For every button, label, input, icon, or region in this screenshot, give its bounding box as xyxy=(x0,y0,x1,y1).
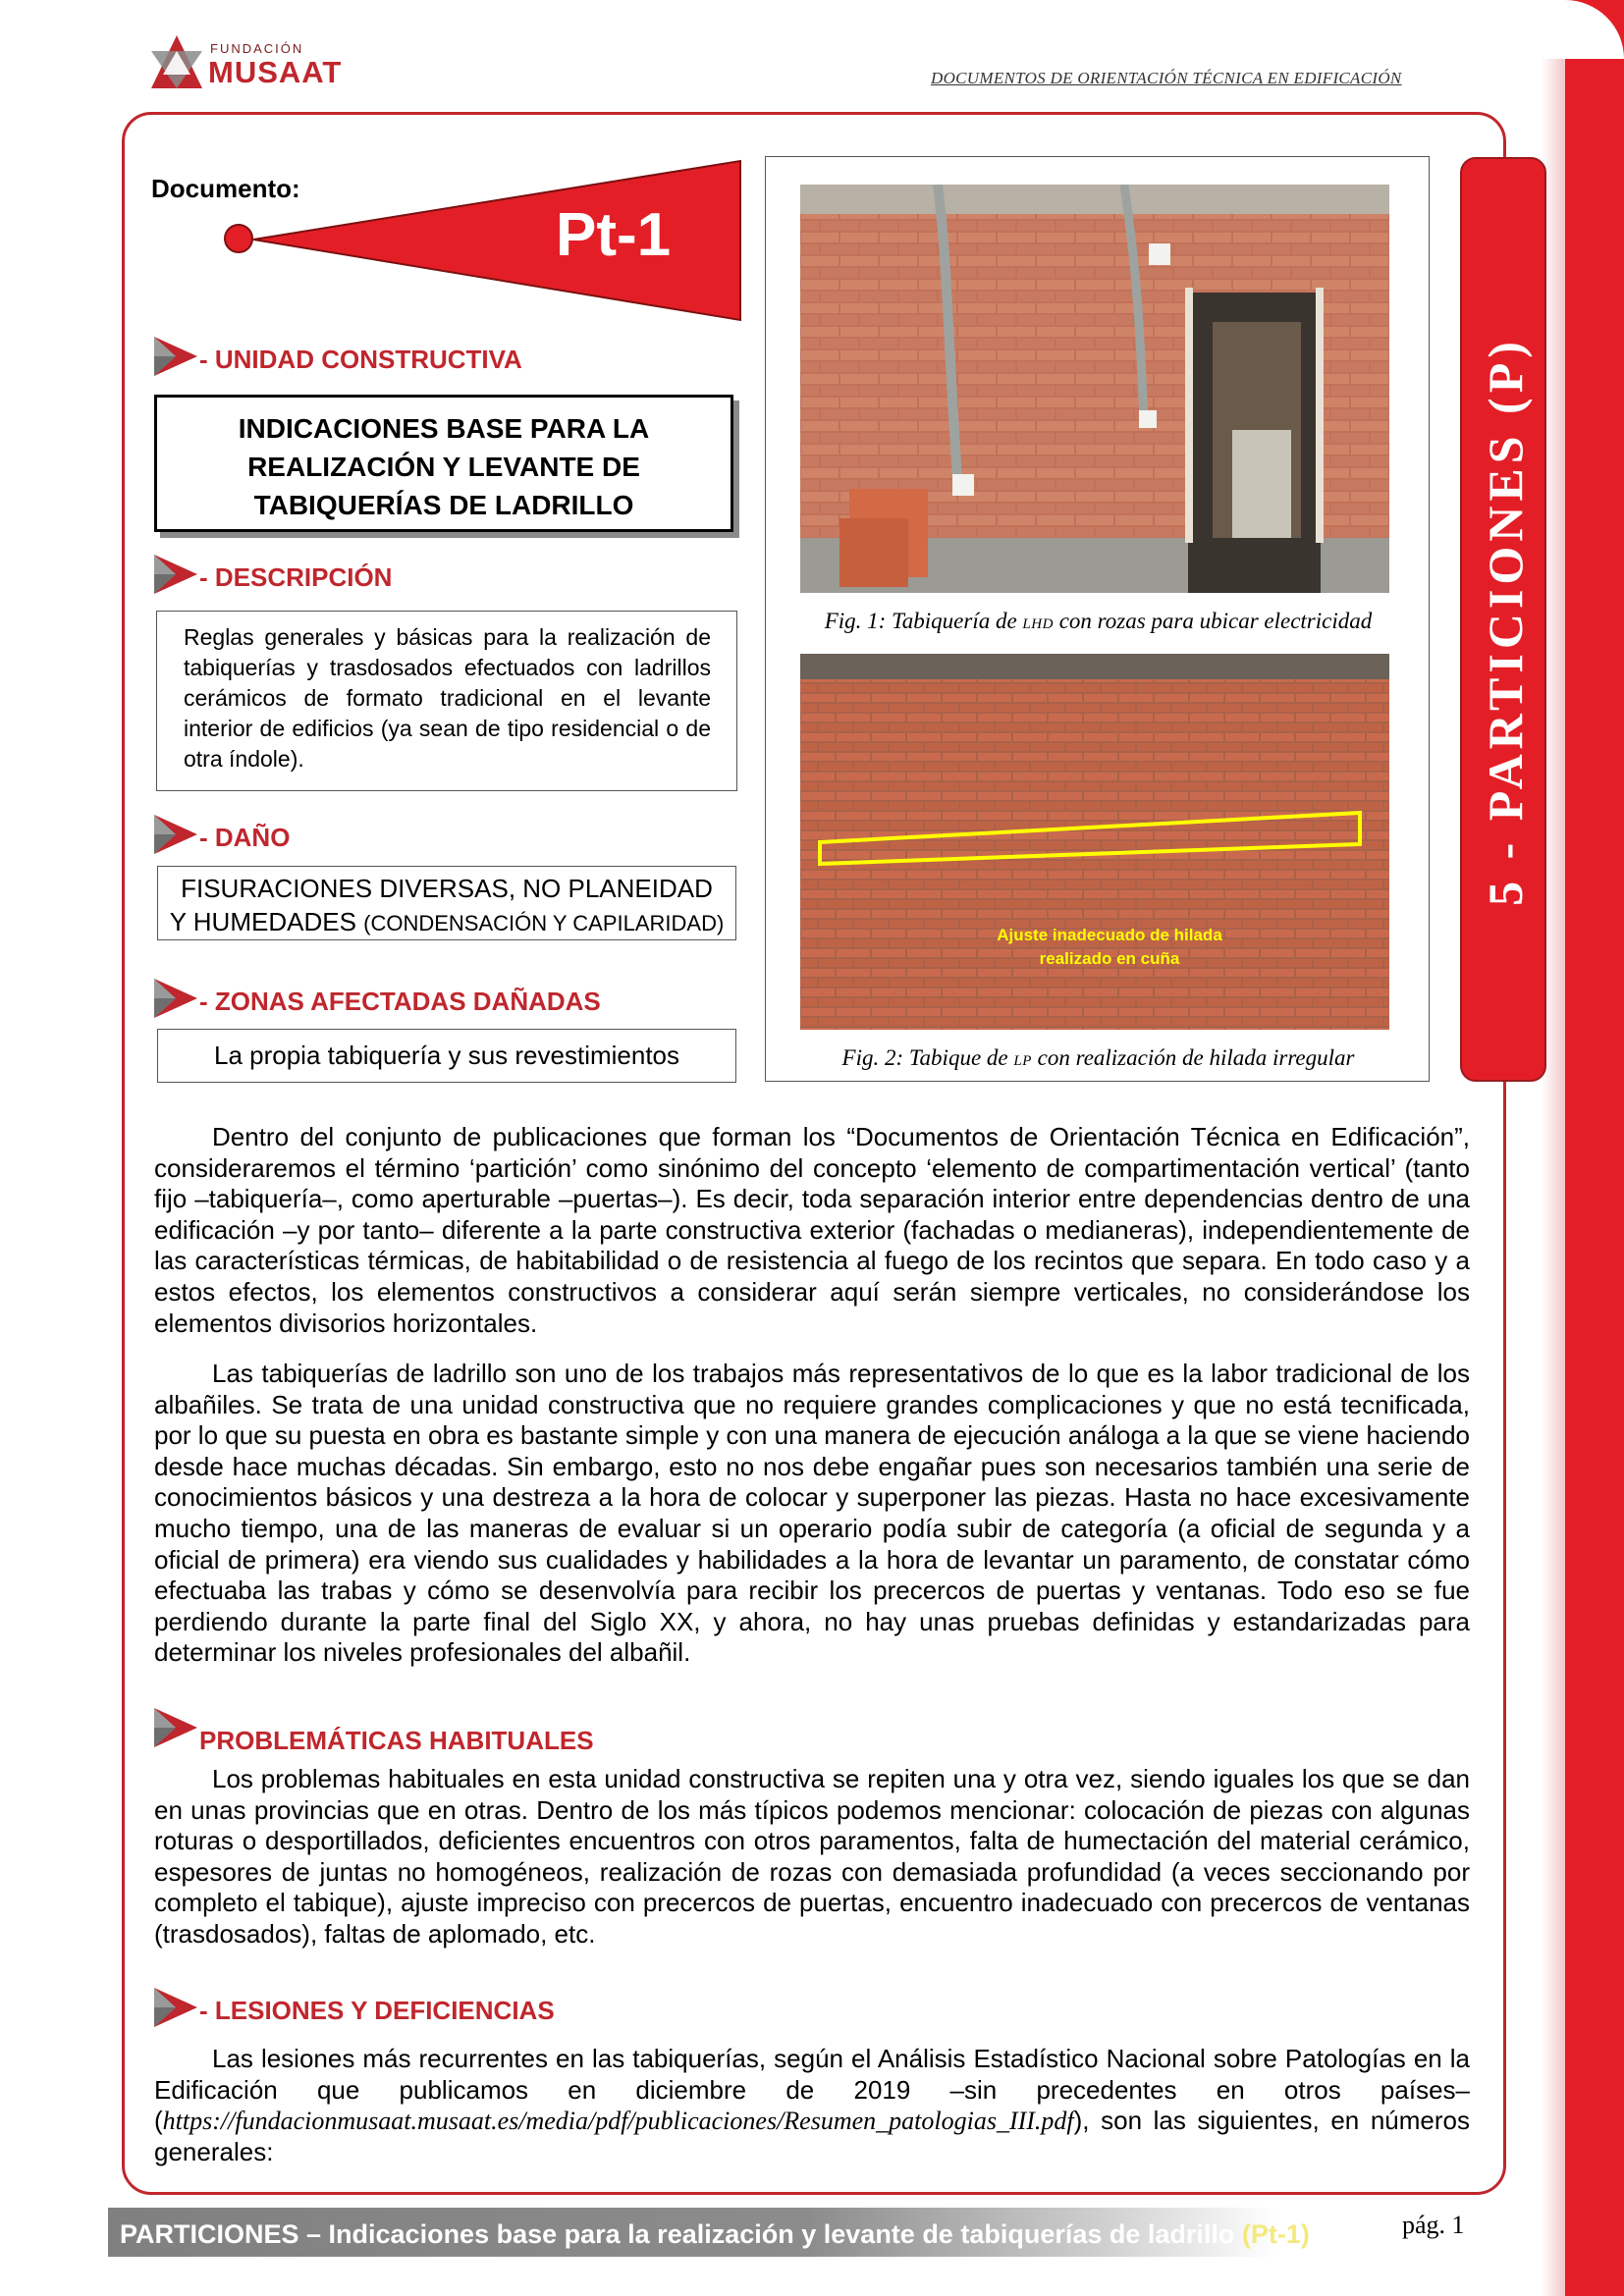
section-arrow-icon xyxy=(152,551,199,598)
figure-2-annotation-line-2: realizado en cuña xyxy=(1039,949,1180,968)
series-title: DOCUMENTOS DE ORIENTACIÓN TÉCNICA EN EDIFICACIÓN xyxy=(931,69,1402,87)
body-paragraph-2-text: Las tabiquerías de ladrillo son uno de los trabajos más representativos de lo que es la labor tradicional de los albañiles. Se trata de una unidad constructiva que no requiere grandes complicaciones y que no está tecnificada, por lo que su puesta en obra es bastante simple y con una manera de ejecución análoga a la que se viene haciendo desde hace muchas décadas. Sin embargo, esto no nos debe engañar pues son necesarios también una serie de conocimientos básicos y una destreza a la hora de colocar y superponer las piezas. Hasta no hace excesivamente mucho tiempo, una de las maneras de evaluar si un operario podía subir de categoría (a oficial de segunda y a oficial de primera) era viendo sus cualidades y habilidades a la hora de levantar un paramento, de constatar cómo efectuaba las trabas y cómo se desenvolvía para recibir los precercos de puertas y ventanas. Todo eso se fue perdiendo durante la parte final del Siglo XX, y ahora, no hay unas pruebas definidas y estandarizadas para determinar los niveles profesionales del albañil. xyxy=(154,1359,1470,1668)
unidad-line: INDICACIONES BASE PARA LA xyxy=(238,413,650,444)
figure-1-caption-pre: Fig. 1: Tabiquería de xyxy=(824,609,1023,633)
section-arrow-icon xyxy=(152,811,199,858)
unidad-line: TABIQUERÍAS DE LADRILLO xyxy=(253,490,634,520)
figure-1-caption xyxy=(766,609,1431,634)
body-paragraph-3 xyxy=(154,1764,1470,1950)
section-unidad-title: - UNIDAD CONSTRUCTIVA xyxy=(199,345,522,374)
dano-line-1: FISURACIONES DIVERSAS, NO PLANEIDAD xyxy=(181,874,713,903)
dano-line-2 xyxy=(158,905,735,940)
figure-2-caption-pre: Fig. 2: Tabique de xyxy=(841,1045,1014,1070)
musaat-logo xyxy=(149,33,355,96)
unidad-box xyxy=(154,395,733,532)
section-dano-heading xyxy=(152,811,663,858)
section-lesiones-heading xyxy=(152,1984,663,2031)
figure-1-caption-post: con rozas para ubicar electricidad xyxy=(1053,609,1373,633)
unidad-line: REALIZACIÓN Y LEVANTE DE xyxy=(247,452,640,482)
section-descripcion-title: - DESCRIPCIÓN xyxy=(199,562,393,592)
body-paragraph-4-end: ), son las siguientes, en números generales: xyxy=(154,2106,1470,2166)
body-paragraph-4 xyxy=(154,2044,1470,2167)
figure-1-caption-abbr: LHD xyxy=(1022,616,1054,632)
footer-title xyxy=(120,2219,1310,2250)
dano-line-2-small: (CONDENSACIÓN Y CAPILARIDAD) xyxy=(363,911,725,935)
document-label: Documento: xyxy=(151,174,300,203)
document-pointer-dot xyxy=(224,224,253,253)
figure-2-caption xyxy=(766,1045,1431,1071)
document-code: Pt-1 xyxy=(556,201,672,269)
section-problematicas-heading xyxy=(152,1704,663,1755)
figure-2-annotation-line-1: Ajuste inadecuado de hilada xyxy=(997,926,1222,944)
body-paragraph-3-text: Los problemas habituales en esta unidad constructiva se repiten una y otra vez, siendo iguales los que se dan en unas provincias que en otras. Dentro de los más típicos podemos mencionar: colocación de piezas con algunas roturas o desportillados, deficientes encuentros con otros paramentos, falta de humectación del material cerámico, espesores de juntas no homogéneos, realización de rozas con demasiada profundidad (a veces seccionando por completo el tabique), ajuste impreciso con precercos de puertas, encuentro inadecuado con precercos de ventanas (trasdosados), faltas de aplomado, etc. xyxy=(154,1764,1470,1949)
section-zonas-title: - ZONAS AFECTADAS DAÑADAS xyxy=(199,987,601,1016)
section-problematicas-title: PROBLEMÁTICAS HABITUALES xyxy=(199,1726,594,1755)
body-paragraph-4-start: Las lesiones más recurrentes en las tabiquerías, según el Análisis Estadístico Nacional sobre Patologías en la Edificación que publicamos en diciembre de 2019 –sin precedentes en otros países– ( xyxy=(154,2044,1470,2136)
dano-box xyxy=(157,866,736,940)
chapter-side-tab-label: 5 - PARTICIONES (P) xyxy=(1478,337,1533,906)
section-unidad-heading xyxy=(152,333,663,380)
section-arrow-icon xyxy=(152,1704,199,1751)
publication-link[interactable]: https://fundacionmusaat.musaat.es/media/pdf/publicaciones/Resumen_patologias_III.pdf xyxy=(162,2107,1074,2136)
section-descripcion-heading xyxy=(152,551,663,598)
logo-foundation-text: FUNDACIÓN xyxy=(210,41,304,56)
figures-panel xyxy=(765,156,1430,1082)
section-arrow-icon xyxy=(152,975,199,1022)
section-lesiones-title: - LESIONES Y DEFICIENCIAS xyxy=(199,1996,555,2025)
body-paragraph-1-text: Dentro del conjunto de publicaciones que forman los “Documentos de Orientación Técnica en Edificación”, consideraremos el término ‘partición’ como sinónimo del concepto ‘elemento de compartimentación vertical’ (tanto fijo –tabiquería–, como aperturable –puertas–). Es decir, toda separación interior entre dependencias dentro de una edificación –y por tanto– diferente a la parte constructiva exterior (fachadas o medianeras), independientemente de las características térmicas, de habitabilidad o de resistencia al fuego de los recintos que separa. En todo caso y a estos efectos, los elementos constructivos a considerar aquí serán siempre verticales, no considerándose los elementos divisorios horizontales. xyxy=(154,1122,1470,1338)
dano-line-2-main: Y HUMEDADES xyxy=(169,907,364,936)
logo-name-text: MUSAAT xyxy=(208,55,343,89)
figure-1-photo xyxy=(800,185,1389,593)
section-dano-title: - DAÑO xyxy=(199,823,291,852)
section-zonas-heading xyxy=(152,975,663,1022)
body-paragraph-2 xyxy=(154,1359,1470,1669)
footer-title-text: PARTICIONES – Indicaciones base para la realización y levante de tabiquerías de ladrillo xyxy=(120,2219,1242,2249)
zonas-box: La propia tabiquería y sus revestimientos xyxy=(157,1029,736,1083)
figure-2-caption-abbr: LP xyxy=(1013,1053,1032,1069)
body-paragraph-1 xyxy=(154,1122,1470,1339)
page-number: pág. 1 xyxy=(1402,2211,1465,2239)
footer-code: (Pt-1) xyxy=(1241,2219,1310,2249)
chapter-side-tab xyxy=(1460,157,1546,1082)
section-arrow-icon xyxy=(152,333,199,380)
section-arrow-icon xyxy=(152,1984,199,2031)
descripcion-box: Reglas generales y básicas para la realización de tabiquerías y trasdosados efectuados con ladrillos cerámicos de formato tradicional en el levante interior de edificios (ya sean de tipo residencial o de otra índole). xyxy=(156,611,737,791)
figure-2-caption-post: con realización de hilada irregular xyxy=(1031,1045,1355,1070)
figure-2-photo xyxy=(800,654,1389,1030)
logo-mark-icon xyxy=(149,33,204,92)
right-red-band xyxy=(1565,0,1624,2296)
